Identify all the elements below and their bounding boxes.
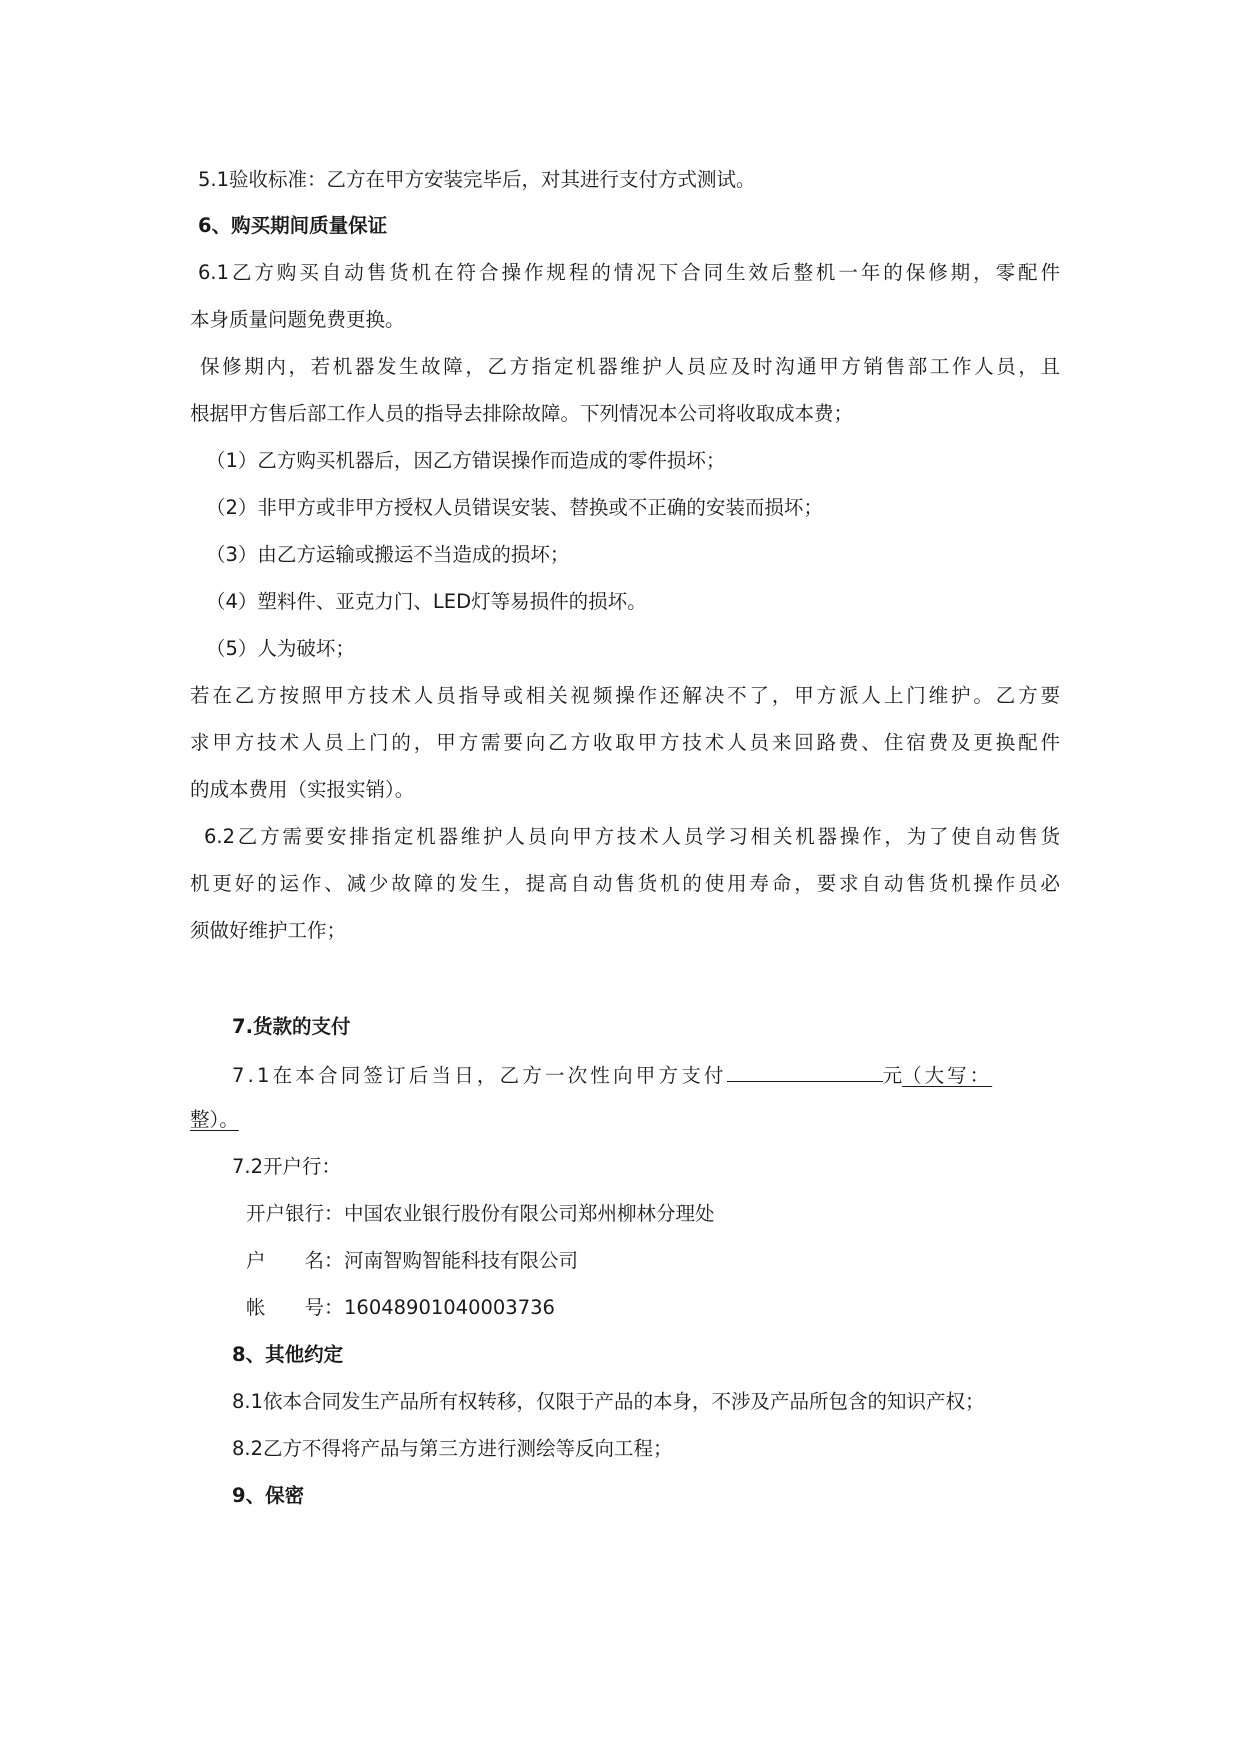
bank-label: 开户银行： — [246, 1202, 344, 1225]
bank-row — [246, 1204, 715, 1224]
amount-blank — [727, 1063, 883, 1082]
list-item: （5）人为破坏； — [206, 637, 355, 660]
account-name-label: 户 名： — [246, 1249, 344, 1272]
heading-section-9: 9、保密 — [232, 1484, 305, 1507]
clause-7-1-line-2: 整）。 — [190, 1108, 239, 1131]
warranty-text-1: 保修期内，若机器发生故障，乙方指定机器维护人员应及时沟通甲方销售部工作人员，且 — [200, 355, 1060, 378]
clause-7-2: 7.2开户行： — [232, 1155, 342, 1178]
clause-8-2: 8.2乙方不得将产品与第三方进行测绘等反向工程； — [232, 1437, 673, 1460]
onsite-text-1: 若在乙方按照甲方技术人员指导或相关视频操作还解决不了，甲方派人上门维护。乙方要 — [190, 684, 1060, 707]
clause-6-2-line-3: 须做好维护工作； — [190, 919, 347, 942]
clause-8-1: 8.1依本合同发生产品所有权转移，仅限于产品的本身，不涉及产品所包含的知识产权； — [232, 1390, 985, 1413]
onsite-paragraph-line-1 — [190, 686, 1060, 706]
account-number-value: 16048901040003736 — [344, 1296, 555, 1319]
account-name-row — [246, 1251, 578, 1271]
list-item: （4）塑料件、亚克力门、LED灯等易损件的损坏。 — [206, 590, 647, 613]
list-item: （3）由乙方运输或搬运不当造成的损坏； — [206, 543, 570, 566]
clause-6-1-line-2: 本身质量问题免费更换。 — [190, 308, 405, 331]
clause-5-1: 5.1验收标准：乙方在甲方安装完毕后，对其进行支付方式测试。 — [198, 168, 756, 191]
warranty-paragraph-line-1 — [200, 357, 1060, 377]
warranty-paragraph-line-2: 根据甲方售后部工作人员的指导去排除故障。下列情况本公司将收取成本费； — [190, 402, 854, 425]
heading-section-8: 8、其他约定 — [232, 1343, 344, 1366]
yuan-label: 元 — [882, 1064, 903, 1087]
clause-6-2-text-2: 机更好的运作、减少故障的发生，提高自动售货机的使用寿命，要求自动售货机操作员必 — [190, 872, 1060, 895]
amount-uppercase-label: （大写： — [902, 1064, 993, 1087]
clause-7-1-text: 7.1在本合同签订后当日，乙方一次性向甲方支付 — [232, 1064, 727, 1087]
list-item: （2）非甲方或非甲方授权人员错误安装、替换或不正确的安装而损坏； — [206, 496, 823, 519]
bank-value: 中国农业银行股份有限公司郑州柳林分理处 — [344, 1202, 715, 1225]
account-number-row — [246, 1298, 555, 1318]
onsite-paragraph-line-2 — [190, 733, 1060, 753]
clause-6-2-text-1: 6.2乙方需要安排指定机器维护人员向甲方技术人员学习相关机器操作，为了使自动售货 — [204, 825, 1060, 848]
onsite-paragraph-line-3: 的成本费用（实报实销）。 — [190, 778, 415, 801]
clause-6-1-line-1 — [198, 263, 1060, 283]
account-number-label: 帐 号： — [246, 1296, 344, 1319]
list-item: （1）乙方购买机器后，因乙方错误操作而造成的零件损坏； — [206, 449, 726, 472]
heading-section-7: 7.货款的支付 — [232, 1015, 351, 1038]
clause-6-2-line-2 — [190, 874, 1060, 894]
onsite-text-2: 求甲方技术人员上门的，甲方需要向乙方收取甲方技术人员来回路费、住宿费及更换配件 — [190, 731, 1060, 754]
clause-7-1-line-1 — [232, 1063, 1060, 1086]
account-name-value: 河南智购智能科技有限公司 — [344, 1249, 579, 1272]
clause-6-2-line-1 — [204, 827, 1060, 847]
clause-6-1-text-1: 6.1乙方购买自动售货机在符合操作规程的情况下合同生效后整机一年的保修期，零配件 — [198, 261, 1060, 284]
heading-section-6: 6、购买期间质量保证 — [198, 214, 388, 237]
